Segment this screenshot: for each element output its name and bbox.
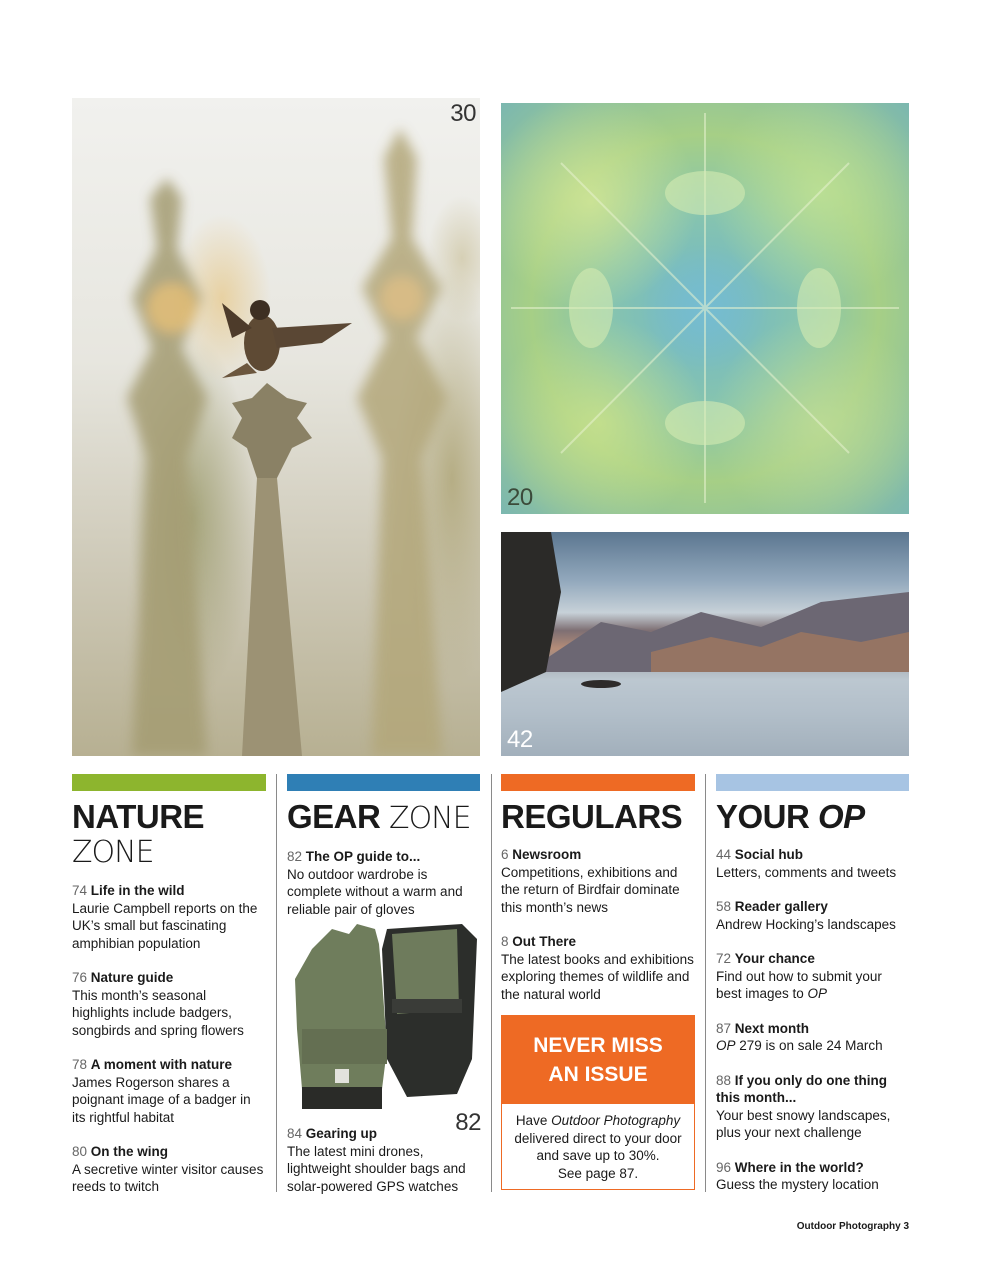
- entry-page: 96: [716, 1159, 732, 1175]
- entry-title: Reader gallery: [734, 899, 828, 914]
- magazine-name: Outdoor Photography: [551, 1113, 681, 1128]
- entry-desc: Guess the mystery location: [716, 1177, 879, 1192]
- nature-zone-bar: [72, 774, 266, 791]
- entry-page: 80: [72, 1144, 88, 1159]
- entry-desc: Letters, comments and tweets: [716, 864, 897, 880]
- entry-title: Life in the wild: [90, 883, 185, 898]
- list-item[interactable]: [287, 848, 481, 918]
- subscribe-box[interactable]: [501, 1015, 695, 1190]
- list-item[interactable]: [716, 1020, 910, 1055]
- subscribe-line1: NEVER MISS: [533, 1034, 663, 1057]
- heading-bold: YOUR: [716, 798, 810, 835]
- entry-desc: James Rogerson shares a poignant image of a badger in its rightful habitat: [72, 1074, 251, 1125]
- entry-desc: Laurie Campbell reports on the UK’s small but fascinating amphibian population: [72, 900, 258, 951]
- lake-photo: [501, 532, 909, 756]
- entry-title: Gearing up: [305, 1126, 378, 1141]
- subscribe-see-page[interactable]: See page 87.: [557, 1165, 639, 1181]
- list-item[interactable]: [501, 846, 695, 916]
- entry-title: Newsroom: [512, 847, 582, 862]
- page-number-42: 42: [507, 726, 533, 753]
- entry-desc: The latest mini drones, lightweight shoulder bags and solar-powered GPS watches: [287, 1143, 466, 1194]
- entry-title: On the wing: [90, 1144, 169, 1159]
- subscribe-body: [502, 1104, 694, 1182]
- page-footer: [760, 1221, 909, 1232]
- entry-page: 87: [716, 1020, 732, 1036]
- column-divider: [491, 774, 492, 1192]
- list-item[interactable]: [716, 898, 910, 933]
- kaleidoscope-pattern: [501, 103, 909, 514]
- list-item[interactable]: [716, 950, 910, 1003]
- entry-title: The OP guide to...: [305, 849, 421, 864]
- regulars-column: [501, 800, 695, 1020]
- entry-desc: The latest books and exhibitions exploring themes of wildlife and the natural world: [501, 951, 694, 1002]
- entry-page: 82: [287, 849, 303, 864]
- your-op-column: [716, 800, 910, 1211]
- entry-title: Next month: [734, 1020, 810, 1036]
- entry-title: If you only do one thing this month...: [716, 1072, 888, 1105]
- page-number-30: 30: [450, 100, 476, 127]
- entry-desc-italic: OP: [807, 986, 828, 1001]
- entry-desc: Your best snowy landscapes, plus your next challenge: [716, 1107, 891, 1140]
- entry-desc: Andrew Hocking’s landscapes: [716, 916, 896, 932]
- lake-landscape: [501, 532, 909, 756]
- heading-bold: NATURE: [72, 798, 205, 835]
- heading-light: ZONE: [389, 801, 471, 836]
- entry-desc-text: Find out how to submit your best images to: [716, 968, 882, 1001]
- gear-zone-heading: [287, 800, 481, 836]
- regulars-bar: [501, 774, 695, 791]
- subscribe-line2: AN ISSUE: [548, 1063, 648, 1086]
- entry-title: Social hub: [734, 847, 804, 862]
- entry-page: 8: [501, 934, 509, 949]
- entry-title: A moment with nature: [90, 1057, 233, 1072]
- entry-title: Where in the world?: [734, 1159, 864, 1175]
- entry-desc: [716, 1037, 910, 1055]
- entry-page: 58: [716, 899, 732, 914]
- list-item[interactable]: [716, 1159, 910, 1194]
- entry-title: Your chance: [734, 951, 815, 966]
- heading-light: ZONE: [72, 835, 154, 870]
- list-item[interactable]: [287, 1125, 481, 1195]
- heading-italic: OP: [818, 798, 865, 835]
- subscribe-text: delivered direct to your door and save up to 30%.: [514, 1130, 682, 1163]
- subscribe-headline: [502, 1016, 694, 1104]
- nature-zone-heading: [72, 800, 266, 870]
- column-divider: [276, 774, 277, 1192]
- entry-desc: Competitions, exhibitions and the return of Birdfair dominate this month’s news: [501, 864, 680, 915]
- list-item[interactable]: [72, 882, 266, 952]
- entry-title: Nature guide: [90, 970, 174, 985]
- entry-page: 78: [72, 1057, 88, 1072]
- gear-zone-column-lower: [287, 1125, 481, 1212]
- entry-page: 6: [501, 847, 509, 862]
- list-item[interactable]: [716, 1072, 910, 1142]
- regulars-heading: [501, 800, 695, 834]
- gear-zone-bar: [287, 774, 480, 791]
- entry-desc: A secretive winter visitor causes reeds to twitch: [72, 1161, 264, 1194]
- kaleidoscope-photo: [501, 103, 909, 514]
- entry-desc: No outdoor wardrobe is complete without a warm and reliable pair of gloves: [287, 866, 463, 917]
- heading-bold: REGULARS: [501, 798, 683, 835]
- subscribe-text: Have: [515, 1113, 552, 1128]
- footer-page-number: 3: [903, 1221, 909, 1232]
- list-item[interactable]: [72, 1143, 266, 1196]
- entry-page: 76: [72, 970, 88, 985]
- entry-page: 84: [287, 1126, 303, 1141]
- entry-page: 44: [716, 847, 732, 862]
- entry-page: 72: [716, 951, 732, 966]
- gloves-illustration: [287, 919, 481, 1131]
- entry-page: 74: [72, 883, 88, 898]
- list-item[interactable]: [716, 846, 910, 881]
- falcon-photo: [72, 98, 480, 756]
- entry-title: Out There: [512, 934, 577, 949]
- gear-zone-column: [287, 800, 481, 935]
- page-number-20: 20: [507, 484, 533, 511]
- entry-desc-text: 279 is on sale 24 March: [735, 1038, 883, 1053]
- entry-page: 88: [716, 1072, 732, 1088]
- page-number-82: 82: [455, 1109, 481, 1136]
- list-item[interactable]: [501, 933, 695, 1003]
- list-item[interactable]: [72, 1056, 266, 1126]
- entry-desc: This month’s seasonal highlights include badgers, songbirds and spring flowers: [72, 987, 244, 1038]
- column-divider: [705, 774, 706, 1192]
- your-op-heading: [716, 800, 910, 834]
- entry-desc-italic: OP: [716, 1038, 736, 1053]
- heading-bold: GEAR: [287, 798, 381, 835]
- your-op-bar: [716, 774, 909, 791]
- footer-magazine-name: Outdoor Photography: [796, 1221, 901, 1232]
- list-item[interactable]: [72, 969, 266, 1039]
- falcon-illustration: [72, 98, 480, 756]
- nature-zone-column: [72, 800, 266, 1213]
- entry-desc: [716, 968, 910, 1003]
